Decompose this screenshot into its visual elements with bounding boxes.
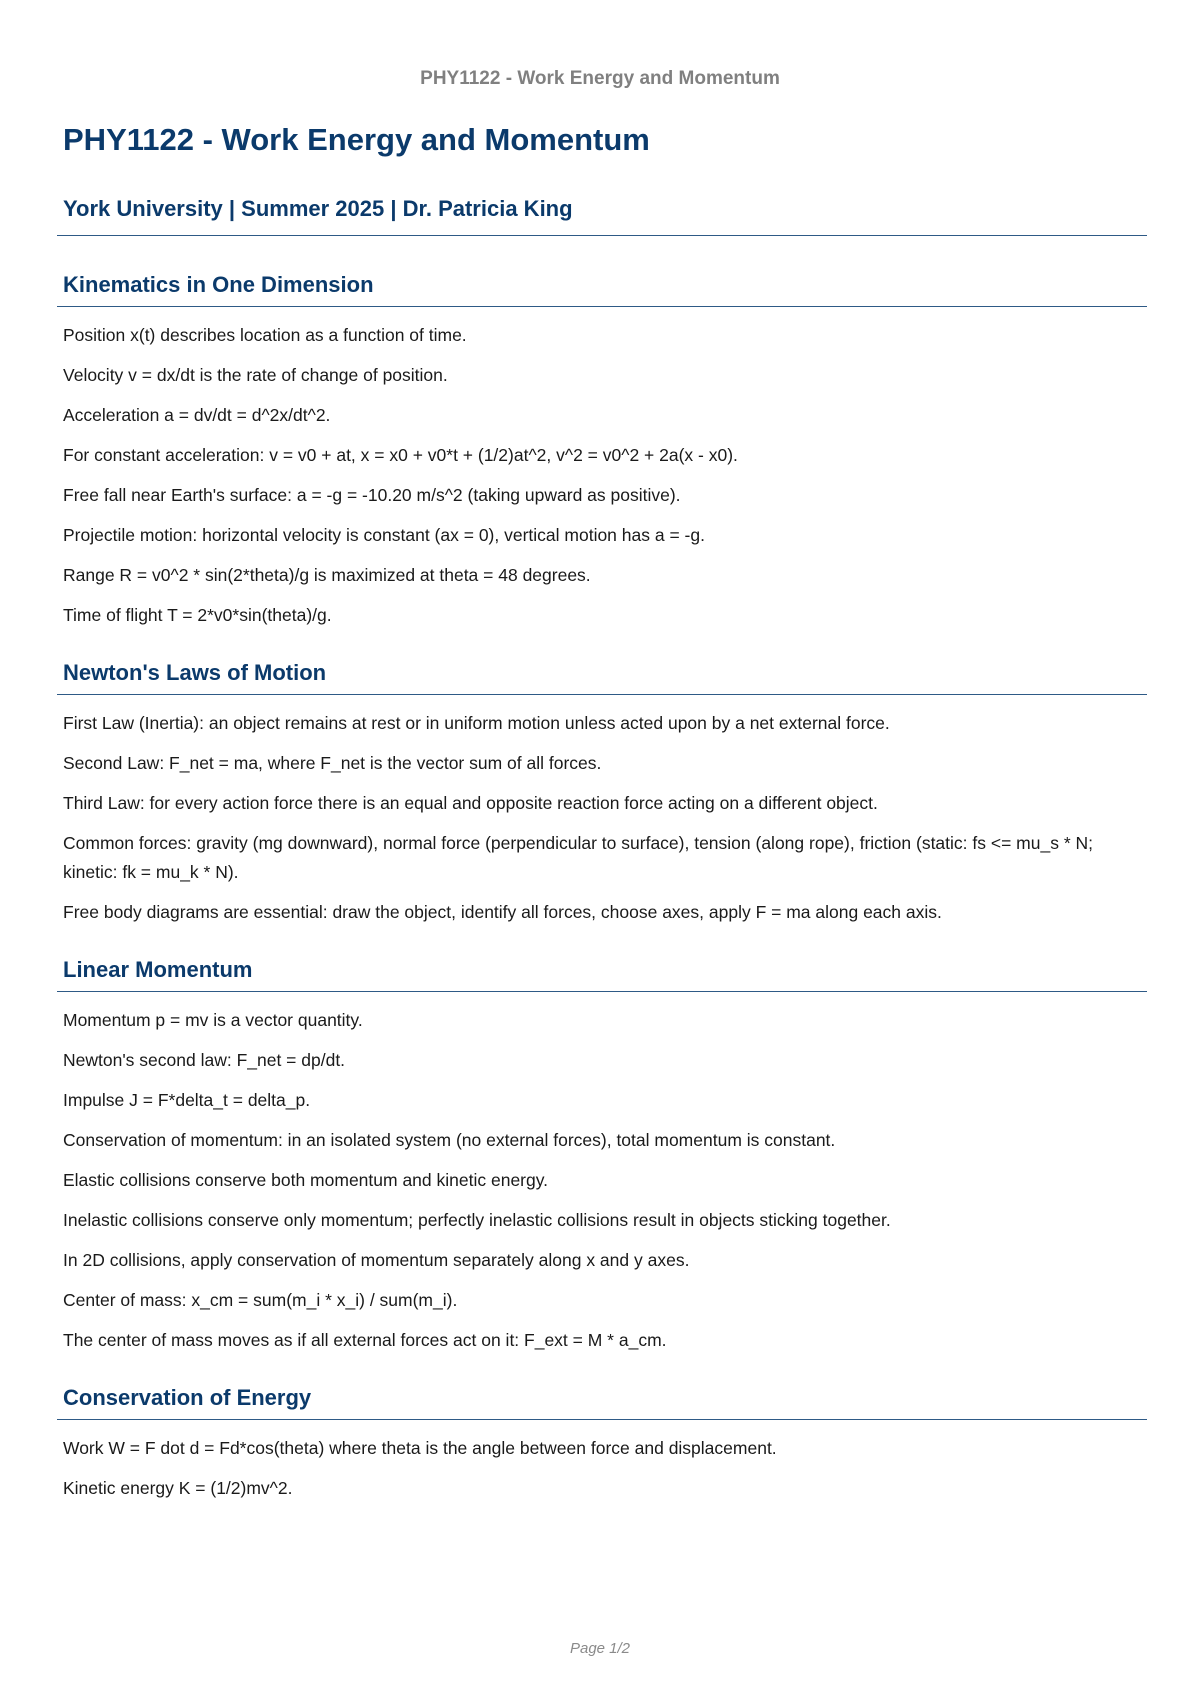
paragraph: Common forces: gravity (mg downward), normal force (perpendicular to surface), tension (along rope), friction (static: fs <= mu_s * N; kinetic: fk = mu_k * N). [63, 833, 1093, 882]
document-subtitle: York University | Summer 2025 | Dr. Patricia King [63, 196, 573, 221]
section-divider [57, 694, 1147, 695]
section-divider [57, 306, 1147, 307]
section-body-conservation-of-energy [63, 1434, 1147, 1503]
paragraph: Newton's second law: F_net = dp/dt. [63, 1050, 346, 1070]
paragraph: Time of flight T = 2*v0*sin(theta)/g. [63, 605, 332, 625]
paragraph: Second Law: F_net = ma, where F_net is the vector sum of all forces. [63, 753, 602, 773]
section-body-kinematics [63, 321, 1147, 630]
page-number: Page 1/2 [569, 1640, 631, 1657]
document-title: PHY1122 - Work Energy and Momentum [63, 122, 650, 157]
paragraph: Momentum p = mv is a vector quantity. [63, 1010, 363, 1030]
section-heading-kinematics: Kinematics in One Dimension [63, 272, 374, 297]
paragraph: Range R = v0^2 * sin(2*theta)/g is maximized at theta = 48 degrees. [63, 565, 591, 585]
paragraph: Inelastic collisions conserve only momentum; perfectly inelastic collisions result in objects sticking together. [63, 1210, 891, 1230]
paragraph: First Law (Inertia): an object remains at rest or in uniform motion unless acted upon by a net external force. [63, 713, 890, 733]
section-heading-newtons-laws: Newton's Laws of Motion [63, 660, 327, 685]
paragraph: Third Law: for every action force there is an equal and opposite reaction force acting on a different object. [63, 793, 878, 813]
section-divider [57, 991, 1147, 992]
paragraph: Work W = F dot d = Fd*cos(theta) where theta is the angle between force and displacement. [63, 1438, 777, 1458]
paragraph: Free fall near Earth's surface: a = -g = -10.20 m/s^2 (taking upward as positive). [63, 485, 681, 505]
paragraph: Center of mass: x_cm = sum(m_i * x_i) / sum(m_i). [63, 1290, 458, 1310]
running-header: PHY1122 - Work Energy and Momentum [420, 68, 780, 89]
paragraph: Elastic collisions conserve both momentum and kinetic energy. [63, 1170, 549, 1190]
document-body [57, 118, 1147, 1514]
paragraph: For constant acceleration: v = v0 + at, x = x0 + v0*t + (1/2)at^2, v^2 = v0^2 + 2a(x - x0). [63, 445, 738, 465]
paragraph: Velocity v = dx/dt is the rate of change of position. [63, 365, 448, 385]
section-body-newtons-laws [63, 709, 1147, 927]
subtitle-divider [57, 235, 1147, 236]
paragraph: In 2D collisions, apply conservation of momentum separately along x and y axes. [63, 1250, 690, 1270]
paragraph: The center of mass moves as if all external forces act on it: F_ext = M * a_cm. [63, 1330, 667, 1350]
section-body-linear-momentum [63, 1006, 1147, 1355]
paragraph: Impulse J = F*delta_t = delta_p. [63, 1090, 311, 1110]
paragraph: Acceleration a = dv/dt = d^2x/dt^2. [63, 405, 331, 425]
paragraph: Free body diagrams are essential: draw the object, identify all forces, choose axes, apply F = ma along each axis. [63, 902, 942, 922]
paragraph: Projectile motion: horizontal velocity is constant (ax = 0), vertical motion has a = -g. [63, 525, 705, 545]
section-heading-conservation-of-energy: Conservation of Energy [63, 1385, 312, 1410]
paragraph: Position x(t) describes location as a function of time. [63, 325, 467, 345]
paragraph: Conservation of momentum: in an isolated system (no external forces), total momentum is constant. [63, 1130, 836, 1150]
paragraph: Kinetic energy K = (1/2)mv^2. [63, 1478, 293, 1498]
section-divider [57, 1419, 1147, 1420]
section-heading-linear-momentum: Linear Momentum [63, 957, 253, 982]
